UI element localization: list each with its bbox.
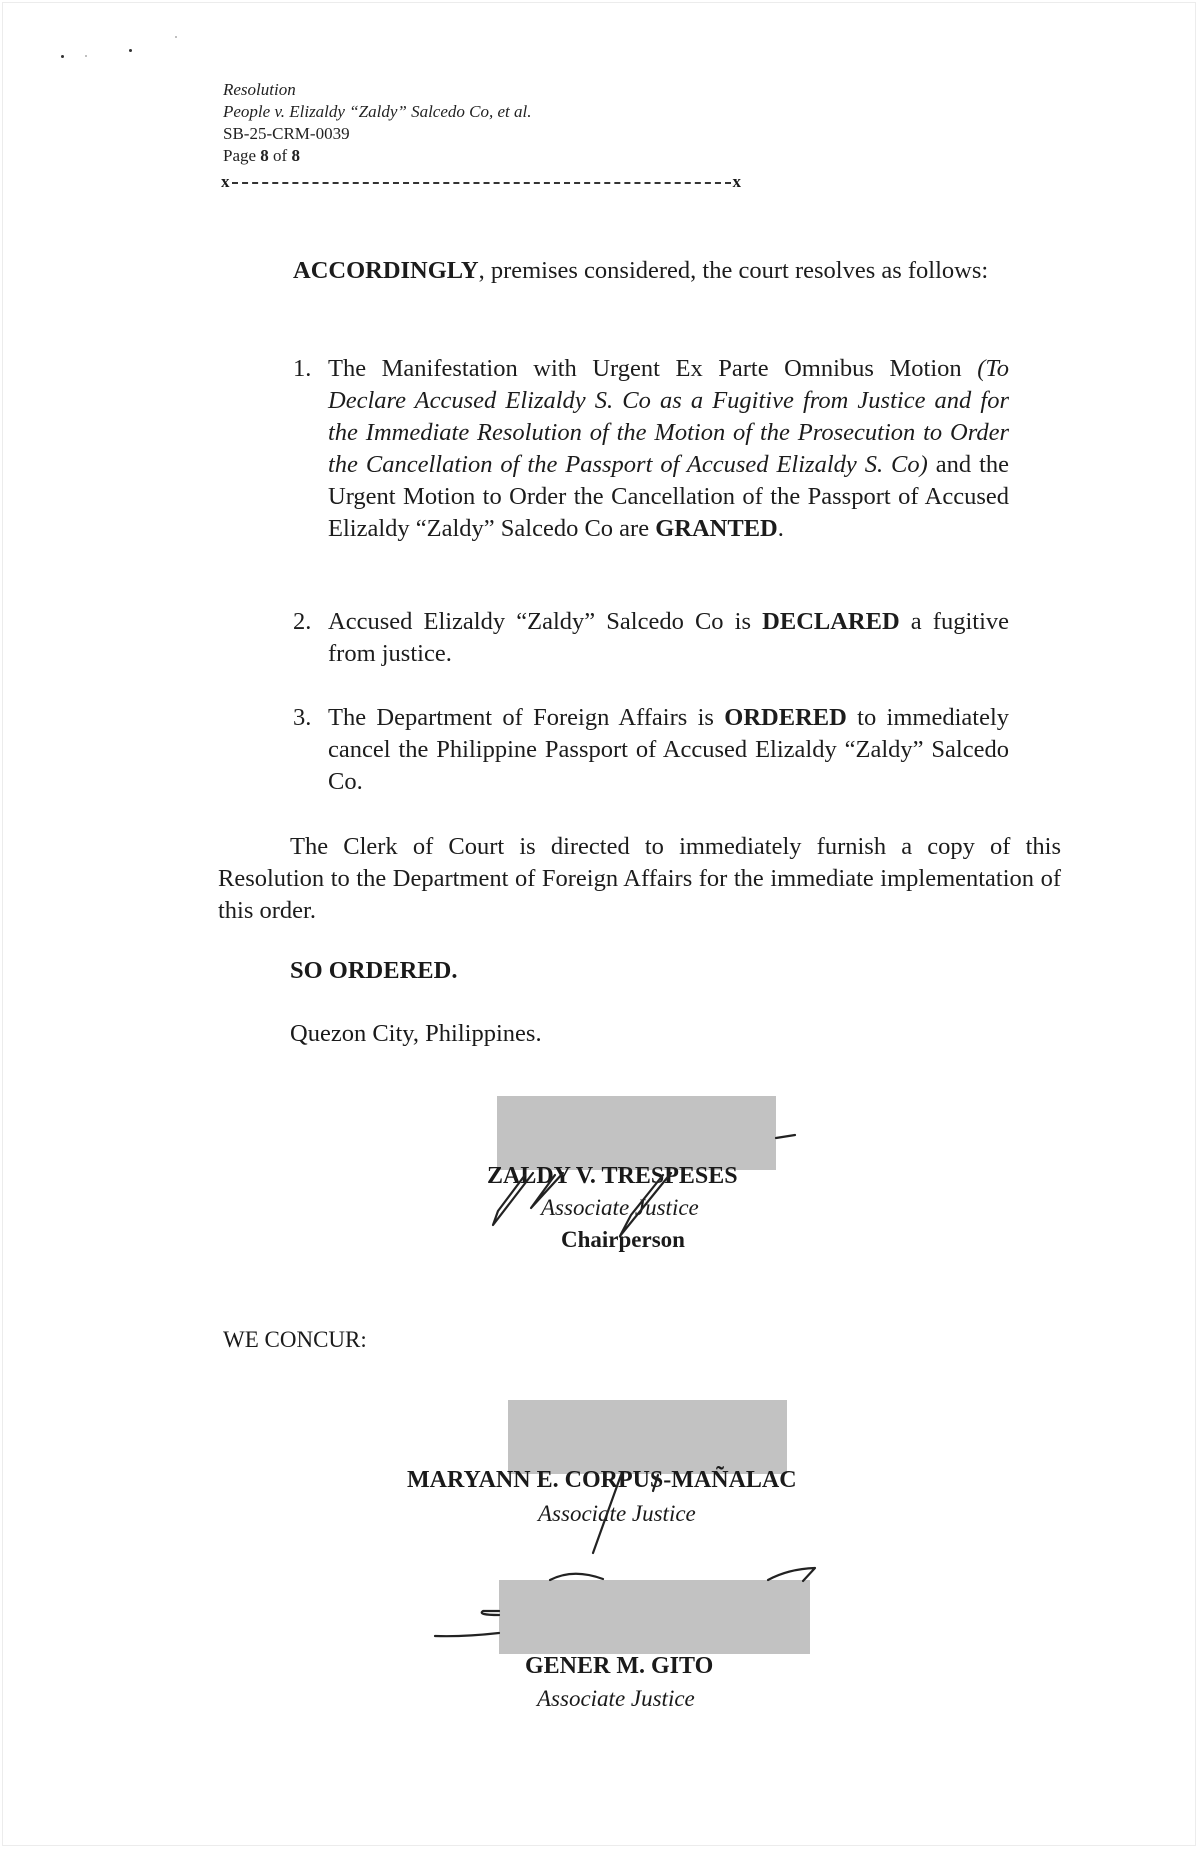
list-item [293,606,1009,670]
clerk-paragraph: The Clerk of Court is directed to immediately furnish a copy of this Resolution to the Department of Foreign Affairs for the immediate implementation of this order. [218,833,1061,924]
item-text: The Manifestation with Urgent Ex Parte Omnibus Motion [328,355,978,382]
member-name: MARYANN E. CORPUS-MAÑALAC [407,1467,797,1493]
signature-stroke [435,1633,499,1636]
item-ruling: ORDERED [724,704,847,731]
intro-lead: ACCORDINGLY [293,257,479,284]
document-type: Resolution [223,80,296,99]
item-ruling: DECLARED [762,608,900,635]
item-text: and the Urgent Motion to Order the Cancellation of the Passport of Accused Elizaldy “Zaldy” Salcedo Co are [328,451,1009,542]
case-number: SB-25-CRM-0039 [223,124,350,143]
item-ruling: GRANTED [655,515,778,542]
signature-stroke [482,1611,499,1615]
intro-text: , premises considered, the court resolves as follows: [478,257,989,284]
separator-dashes [232,182,731,184]
scan-speck [175,36,177,38]
scan-speck [129,49,132,52]
item-text: to immediately cancel the Philippine Passport of Accused Elizaldy “Zaldy” Salcedo Co. [328,704,1009,795]
chair-name: ZALDY V. TRESPESES [487,1163,738,1189]
page-of: of [268,146,292,165]
member-name: GENER M. GITO [525,1653,714,1679]
document-page [2,2,1196,1846]
redacted-signature [508,1400,787,1474]
list-body [328,606,1009,670]
list-body [328,702,1009,798]
item-text-italic: (To Declare Accused Elizaldy S. Co as a Fugitive from Justice and for the Immediate Resolution of the Motion of the Prosecution to Order the Cancellation of the Passport of Accused Elizaldy S. Co) [328,355,1009,478]
list-number: 3. [293,704,312,731]
item-text: a fugitive from justice. [328,608,1009,667]
list-item [293,702,1009,798]
separator-x-left: x [221,172,230,191]
signature-stroke [776,1135,795,1138]
page-current: 8 [260,146,269,165]
chair-title: Associate Justice [541,1195,699,1220]
header-separator [221,171,741,193]
member-title: Associate Justice [537,1686,695,1711]
case-title: People v. Elizaldy “Zaldy” Salcedo Co, et al. [223,102,532,121]
redacted-signature [497,1096,776,1170]
page-prefix: Page [223,146,261,165]
we-concur-label: WE CONCUR: [223,1327,367,1352]
so-ordered: SO ORDERED. [290,957,458,984]
item-text: . [777,515,784,542]
list-item [293,353,1009,545]
intro-paragraph [221,255,1063,287]
scan-speck [85,55,87,57]
list-number: 1. [293,355,312,382]
member-title: Associate Justice [538,1501,696,1526]
chair-role: Chairperson [561,1227,685,1252]
list-number: 2. [293,608,312,635]
item-text: The Department of Foreign Affairs is [328,704,725,731]
page-indicator [223,145,531,167]
separator-x-right: x [732,172,741,191]
item-text: Accused Elizaldy “Zaldy” Salcedo Co is [328,608,763,635]
redacted-signature [499,1580,810,1654]
list-body [328,353,1009,545]
document-header [223,79,531,167]
place-of-issue: Quezon City, Philippines. [290,1020,542,1047]
scan-speck [61,55,64,58]
page-total: 8 [291,146,300,165]
